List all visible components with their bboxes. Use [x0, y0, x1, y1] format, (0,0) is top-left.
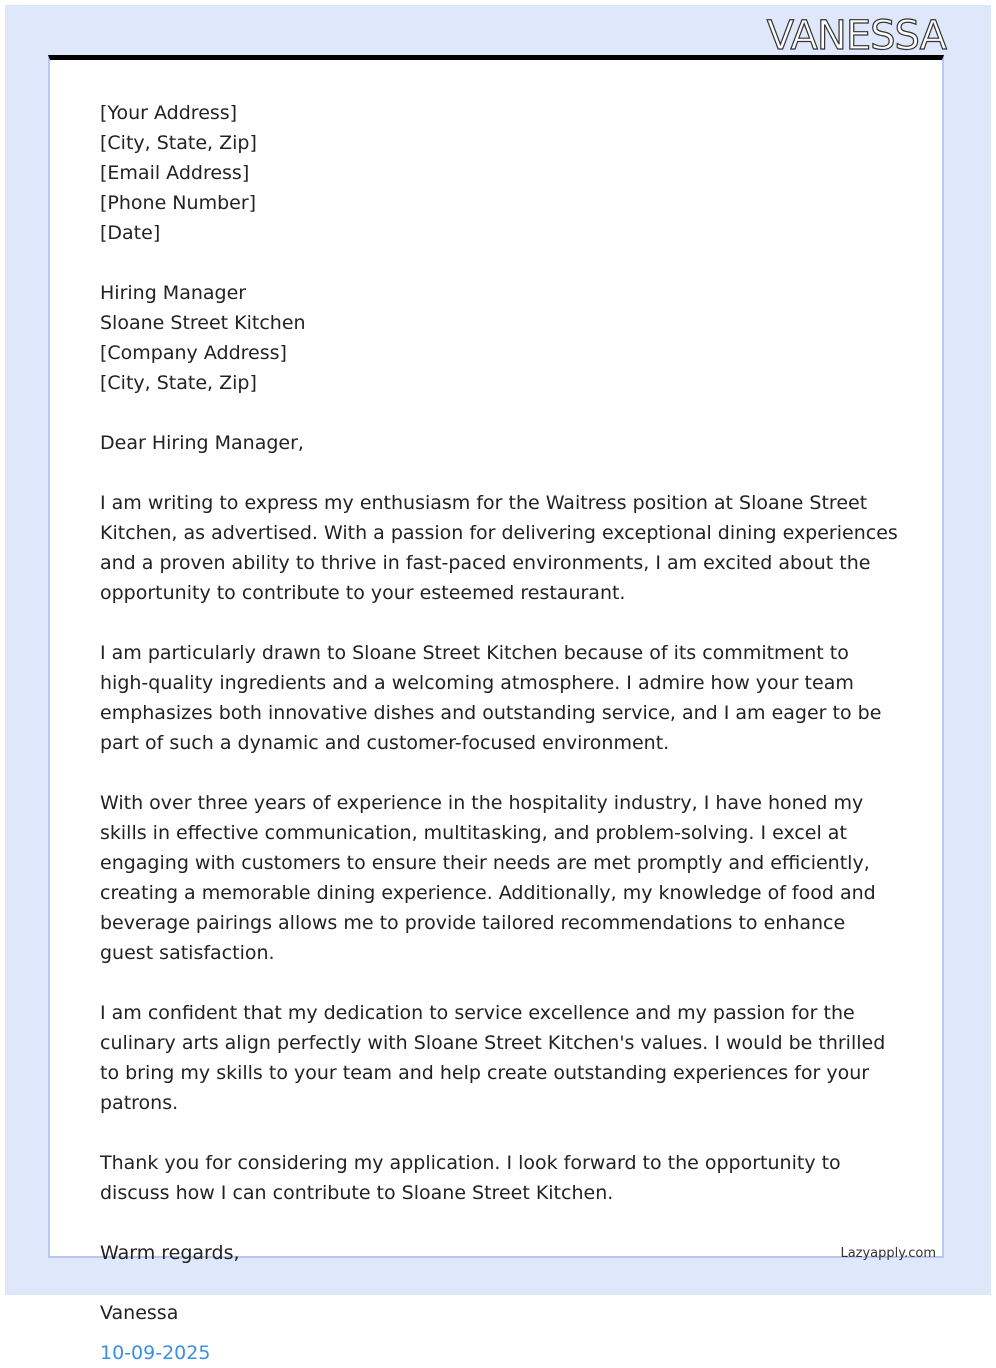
paragraph-intro: I am writing to express my enthusiasm for the Waitress position at Sloane Street Kitchen, as advertised. With a passion for delivering exceptional dining experiences and a proven ability to thrive in fast-paced environments, I am excited about the opportunity to contribute to your esteemed restaurant.	[100, 492, 898, 604]
header-name: VANESSA	[766, 13, 946, 59]
signed-date: 10-09-2025	[100, 1342, 211, 1364]
sender-date: [Date]	[100, 222, 161, 244]
sender-phone: [Phone Number]	[100, 192, 257, 214]
recipient-block	[100, 278, 900, 398]
signature: Vanessa	[100, 1302, 179, 1324]
paragraph-confidence: I am confident that my dedication to service excellence and my passion for the culinary arts align perfectly with Sloane Street Kitchen's values. I would be thrilled to bring my skills to your team and help create outstanding experiences for your patrons.	[100, 1002, 886, 1114]
salutation: Dear Hiring Manager,	[100, 432, 304, 454]
recipient-city-state-zip: [City, State, Zip]	[100, 372, 257, 394]
sender-block	[100, 98, 900, 248]
recipient-address: [Company Address]	[100, 342, 287, 364]
closing: Warm regards,	[100, 1242, 240, 1264]
recipient-company: Sloane Street Kitchen	[100, 312, 306, 334]
recipient-title: Hiring Manager	[100, 282, 247, 304]
paragraph-motivation: I am particularly drawn to Sloane Street Kitchen because of its commitment to high-quality ingredients and a welcoming atmosphere. I admire how your team emphasizes both innovative dishes and outstanding service, and I am eager to be part of such a dynamic and customer-focused environment.	[100, 642, 882, 754]
cover-letter-body	[100, 98, 900, 1368]
sender-email: [Email Address]	[100, 162, 250, 184]
paragraph-thanks: Thank you for considering my application. I look forward to the opportunity to discuss how I can contribute to Sloane Street Kitchen.	[100, 1152, 841, 1204]
sender-city-state-zip: [City, State, Zip]	[100, 132, 257, 154]
sender-address: [Your Address]	[100, 102, 238, 124]
watermark: Lazyapply.com	[840, 1246, 936, 1261]
paragraph-experience: With over three years of experience in the hospitality industry, I have honed my skills in effective communication, multitasking, and problem-solving. I excel at engaging with customers to ensure their needs are met promptly and efficiently, creating a memorable dining experience. Additionally, my knowledge of food and beverage pairings allows me to provide tailored recommendations to enhance guest satisfaction.	[100, 792, 876, 964]
